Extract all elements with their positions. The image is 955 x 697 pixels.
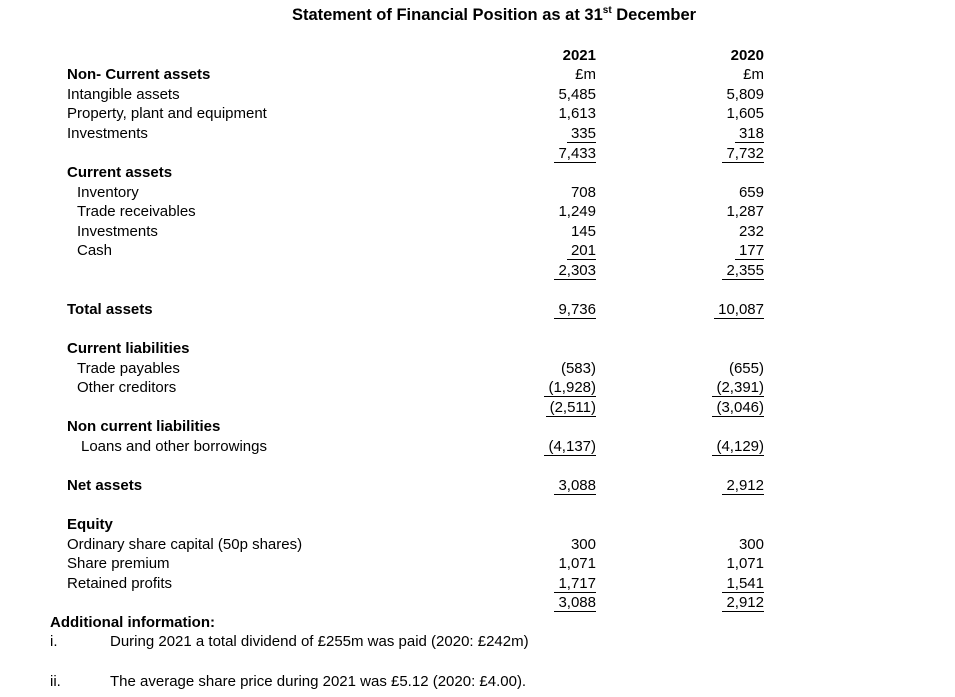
value-2021: 300	[570, 536, 596, 553]
subtotal-2020: 2,355	[700, 261, 764, 280]
noncurrent-liabilities-heading: Non current liabilities	[67, 418, 221, 435]
row-label: Investments	[77, 223, 158, 240]
subtotal-2020: 7,732	[700, 144, 764, 163]
value-2021: 1,071	[558, 555, 596, 572]
value-2021: 201	[532, 241, 596, 260]
total-assets-2021: 9,736	[532, 300, 596, 319]
total-assets-2020: 10,087	[700, 300, 764, 319]
row-label: Trade receivables	[77, 203, 196, 220]
subtotal-2020: (3,046)	[700, 398, 764, 417]
value-2020: 1,287	[726, 203, 764, 220]
value-2020: 1,071	[726, 555, 764, 572]
value-2020: 300	[738, 536, 764, 553]
equity-heading: Equity	[67, 516, 113, 533]
current-liabilities-heading: Current liabilities	[67, 340, 190, 357]
additional-info-heading: Additional information:	[50, 614, 215, 631]
value-2020: 659	[738, 184, 764, 201]
subtotal-2020: 2,912	[700, 593, 764, 612]
subtotal-2021: (2,511)	[532, 398, 596, 417]
value-2021: 1,717	[532, 574, 596, 593]
value-2020: 318	[700, 124, 764, 143]
value-2020: 5,809	[726, 86, 764, 103]
subtotal-2021: 7,433	[532, 144, 596, 163]
total-assets-label: Total assets	[67, 301, 153, 318]
row-label: Cash	[77, 242, 113, 259]
net-assets-label: Net assets	[67, 477, 143, 494]
current-assets-heading: Current assets	[67, 164, 173, 181]
value-2021: 5,485	[558, 86, 596, 103]
row-label: Trade payables	[77, 360, 180, 377]
note-text: The average share price during 2021 was £5.12 (2020: £4.00).	[110, 673, 527, 690]
row-label: Intangible assets	[67, 86, 180, 103]
note-number: i.	[50, 633, 58, 650]
note-text: During 2021 a total dividend of £255m was paid (2020: £242m)	[110, 633, 529, 650]
value-2020: (4,129)	[700, 437, 764, 456]
value-2021: 335	[532, 124, 596, 143]
row-label: Investments	[67, 125, 148, 142]
unit-2020: £m	[743, 66, 764, 83]
row-label: Loans and other borrowings	[81, 438, 267, 455]
value-2021: (1,928)	[532, 378, 596, 397]
noncurrent-assets-heading: Non- Current assets	[67, 66, 211, 83]
net-assets-2021: 3,088	[532, 476, 596, 495]
value-2021: 1,249	[558, 203, 596, 220]
value-2020: (655)	[728, 360, 764, 377]
row-label: Share premium	[67, 555, 170, 572]
value-2020: 1,605	[726, 105, 764, 122]
value-2021: 145	[570, 223, 596, 240]
unit-2021: £m	[575, 66, 596, 83]
subtotal-2021: 3,088	[532, 593, 596, 612]
row-label: Property, plant and equipment	[67, 105, 267, 122]
value-2021: (4,137)	[532, 437, 596, 456]
row-label: Inventory	[77, 184, 139, 201]
value-2021: 1,613	[558, 105, 596, 122]
column-header-2021: 2021	[562, 47, 596, 64]
row-label: Ordinary share capital (50p shares)	[67, 536, 303, 553]
row-label: Other creditors	[77, 379, 177, 396]
value-2021: (583)	[560, 360, 596, 377]
net-assets-2020: 2,912	[700, 476, 764, 495]
page-title: Statement of Financial Position as at 31st December	[291, 4, 697, 24]
column-header-2020: 2020	[730, 47, 764, 64]
value-2020: (2,391)	[700, 378, 764, 397]
value-2020: 177	[700, 241, 764, 260]
subtotal-2021: 2,303	[532, 261, 596, 280]
value-2020: 232	[738, 223, 764, 240]
value-2021: 708	[570, 184, 596, 201]
value-2020: 1,541	[700, 574, 764, 593]
row-label: Retained profits	[67, 575, 173, 592]
note-number: ii.	[50, 673, 61, 690]
